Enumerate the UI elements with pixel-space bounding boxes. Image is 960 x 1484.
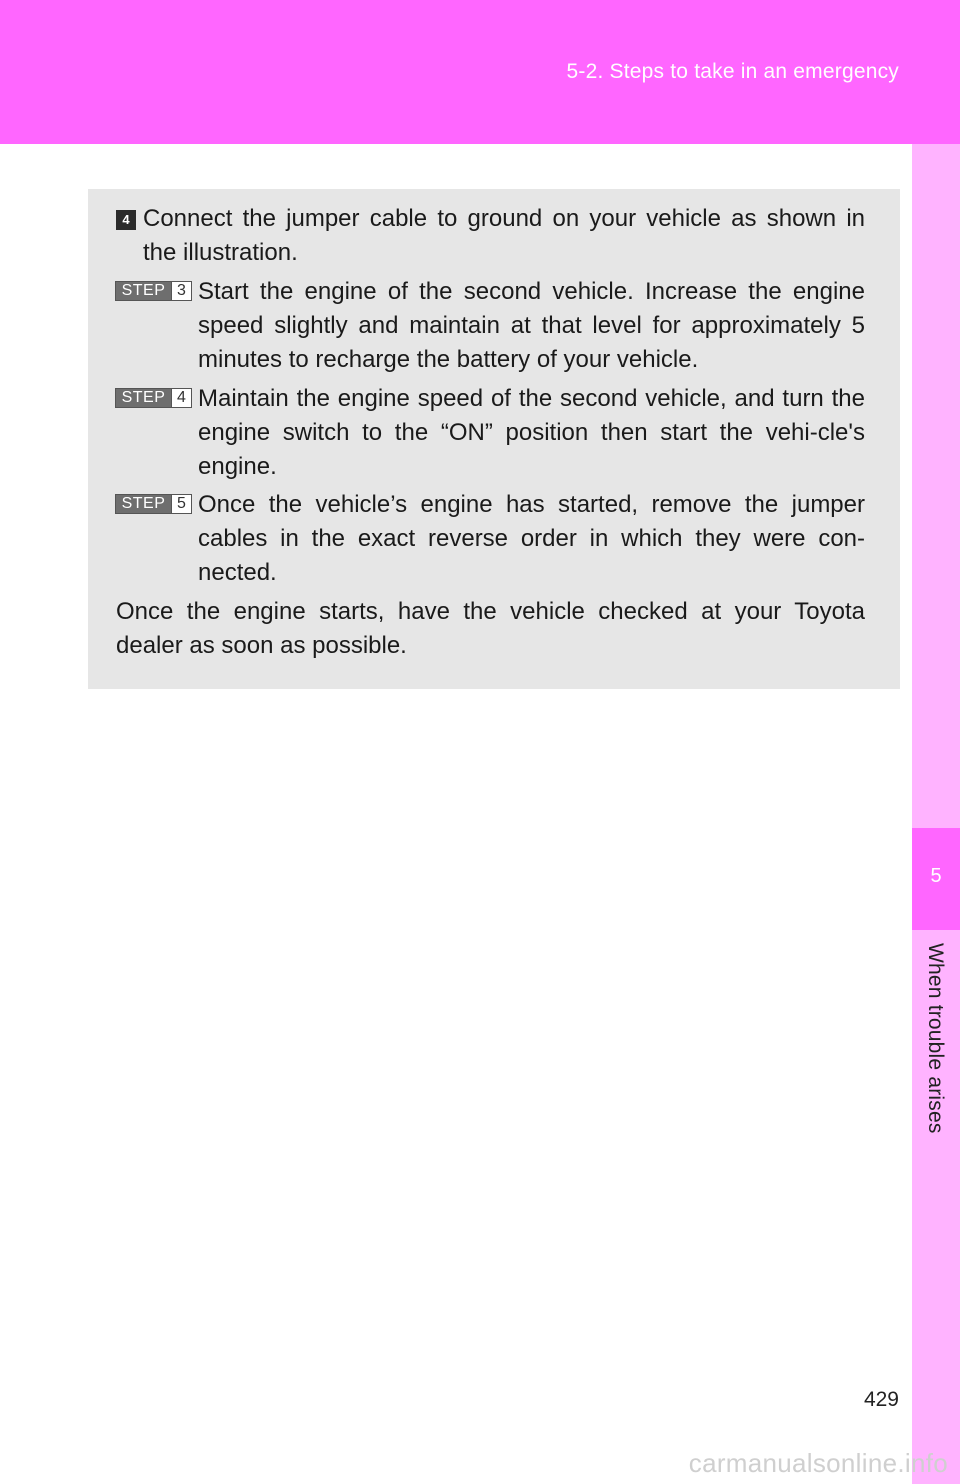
step-word: STEP xyxy=(116,495,171,513)
page-header xyxy=(0,0,960,144)
chapter-label: When trouble arises xyxy=(924,943,947,1134)
step-number: 3 xyxy=(171,282,191,300)
chapter-tab xyxy=(912,828,960,930)
chapter-number: 5 xyxy=(930,865,942,887)
step-number: 4 xyxy=(171,389,191,407)
step-5-badge xyxy=(115,494,192,514)
final-note: Once the engine starts, have the vehicle checked at your Toyota dealer as soon as possible. xyxy=(116,598,865,659)
bullet-paragraph: Connect the jumper cable to ground on your vehicle as shown in the illustration. xyxy=(143,205,865,266)
bullet-number-badge: 4 xyxy=(116,210,136,230)
page-number: 429 xyxy=(863,1388,899,1411)
step-word: STEP xyxy=(116,282,171,300)
step-3-text: Start the engine of the second vehicle. Increase the engine speed slightly and maintain at that level for approximately 5 minutes to recharge the battery of your vehicle. xyxy=(198,278,865,373)
step-3-badge xyxy=(115,281,192,301)
section-title: 5-2. Steps to take in an emergency xyxy=(566,60,899,83)
watermark: carmanualsonline.info xyxy=(688,1448,948,1478)
step-4-text: Maintain the engine speed of the second vehicle, and turn the engine switch to the “ON” position then start the vehi-cle's engine. xyxy=(198,385,865,480)
chapter-side-strip xyxy=(912,144,960,1484)
step-5-text: Once the vehicle’s engine has started, remove the jumper cables in the exact reverse order in which they were con-nected. xyxy=(198,491,865,586)
step-4-badge xyxy=(115,388,192,408)
step-number: 5 xyxy=(171,495,191,513)
step-word: STEP xyxy=(116,389,171,407)
